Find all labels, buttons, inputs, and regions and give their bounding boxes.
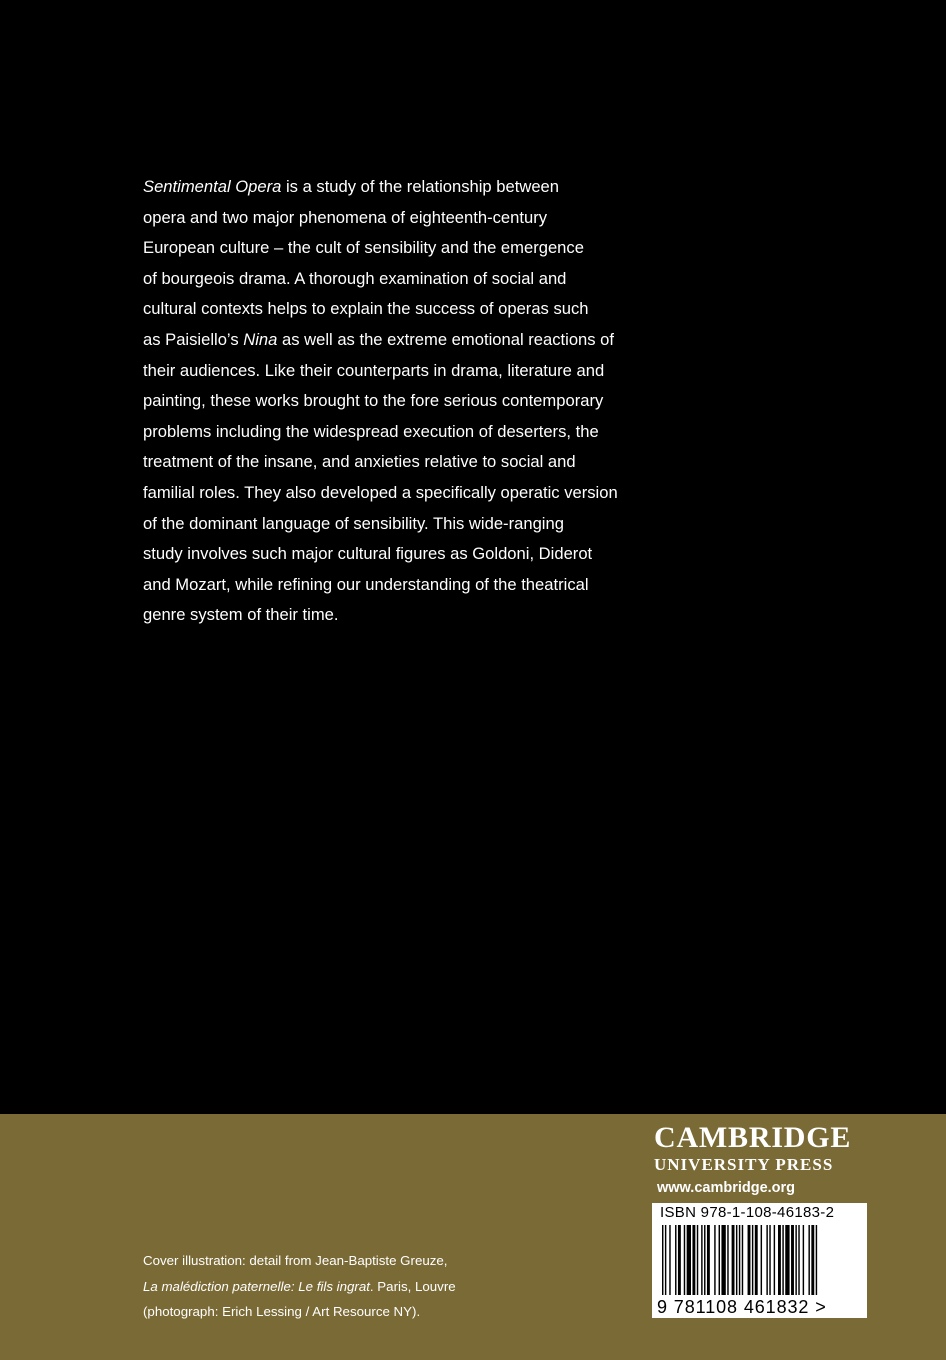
- opera-title: Nina: [243, 329, 278, 349]
- barcode-bar: [675, 1225, 676, 1295]
- barcode-bar: [732, 1225, 735, 1295]
- barcode-bar: [665, 1225, 666, 1295]
- barcode-bar: [727, 1225, 728, 1295]
- barcode-bar: [798, 1225, 799, 1295]
- barcode-bar: [704, 1225, 705, 1295]
- credit-line: Cover illustration: detail from Jean-Baptiste Greuze,: [143, 1253, 448, 1268]
- isbn-barcode: [652, 1203, 867, 1318]
- book-title: Sentimental Opera: [143, 177, 282, 196]
- barcode-bar: [721, 1225, 725, 1295]
- credit-line: La malédiction paternelle: Le fils ingrat. Paris, Louvre: [143, 1278, 456, 1294]
- barcode-bars: [658, 1225, 858, 1297]
- blurb-line: opera and two major phenomena of eighteenth-century: [143, 207, 548, 227]
- blurb-line: painting, these works brought to the fore serious contemporary: [143, 391, 604, 411]
- blurb-line: cultural contexts helps to explain the success of operas such: [143, 299, 589, 319]
- blurb-line: Sentimental Opera is a study of the relationship between: [143, 177, 560, 196]
- barcode-bar: [795, 1225, 796, 1295]
- blurb-line: and Mozart, while refining our understanding of the theatrical: [143, 574, 589, 594]
- barcode-bar: [752, 1225, 753, 1295]
- barcode-bar: [697, 1225, 698, 1295]
- barcode-bar: [774, 1225, 775, 1295]
- blurb-line: genre system of their time.: [143, 605, 339, 625]
- barcode-bar: [678, 1225, 681, 1295]
- barcode-bar: [782, 1225, 783, 1295]
- blurb-line: their audiences. Like their counterparts in drama, literature and: [143, 360, 605, 380]
- barcode-bar: [692, 1225, 695, 1295]
- blurb-line: problems including the widespread execution of deserters, the: [143, 421, 599, 441]
- barcode-bar: [719, 1225, 720, 1295]
- barcode-bar: [714, 1225, 715, 1295]
- barcode-bar: [811, 1225, 814, 1295]
- blurb-line: treatment of the insane, and anxieties relative to social and: [143, 452, 576, 472]
- barcode-bar: [766, 1225, 767, 1295]
- barcode-bar: [742, 1225, 743, 1295]
- barcode-bar: [816, 1225, 817, 1295]
- painting-title: La malédiction paternelle: Le fils ingrat: [143, 1278, 370, 1294]
- barcode-bar: [669, 1225, 670, 1295]
- barcode-bar: [736, 1225, 737, 1295]
- isbn-digits: 9 781108 461832 >: [657, 1297, 827, 1317]
- barcode-bar: [707, 1225, 710, 1295]
- blurb-line: of bourgeois drama. A thorough examination of social and: [143, 268, 567, 288]
- barcode-bar: [803, 1225, 804, 1295]
- barcode-bar: [791, 1225, 794, 1295]
- blurb-line: of the dominant language of sensibility. This wide-ranging: [143, 513, 564, 533]
- barcode-bar: [755, 1225, 758, 1295]
- credit-line: (photograph: Erich Lessing / Art Resource NY).: [143, 1304, 421, 1319]
- publisher-logo: [654, 1121, 851, 1175]
- barcode-bar: [662, 1225, 663, 1295]
- barcode-bar: [684, 1225, 685, 1295]
- barcode-bar: [785, 1225, 789, 1295]
- barcode-bar: [808, 1225, 809, 1295]
- barcode-bar: [739, 1225, 740, 1295]
- barcode-bar: [778, 1225, 781, 1295]
- barcode-bar: [748, 1225, 751, 1295]
- barcode-bar: [761, 1225, 762, 1295]
- blurb-line: familial roles. They also developed a specifically operatic version: [143, 482, 618, 502]
- blurb-line: European culture – the cult of sensibility and the emergence: [143, 238, 584, 258]
- publisher-url[interactable]: www.cambridge.org: [657, 1180, 796, 1196]
- barcode-bar: [687, 1225, 691, 1295]
- cover-credit: [143, 1248, 456, 1325]
- isbn-label: ISBN 978-1-108-46183-2: [660, 1204, 835, 1221]
- publisher-subtitle: UNIVERSITY PRESS: [654, 1155, 834, 1174]
- blurb-line: as Paisiello’s Nina as well as the extreme emotional reactions of: [143, 329, 615, 349]
- blurb-line: study involves such major cultural figures as Goldoni, Diderot: [143, 544, 593, 564]
- publisher-name: CAMBRIDGE: [654, 1121, 852, 1154]
- barcode-bar: [769, 1225, 770, 1295]
- back-cover-blurb: [143, 172, 663, 631]
- barcode-bar: [701, 1225, 702, 1295]
